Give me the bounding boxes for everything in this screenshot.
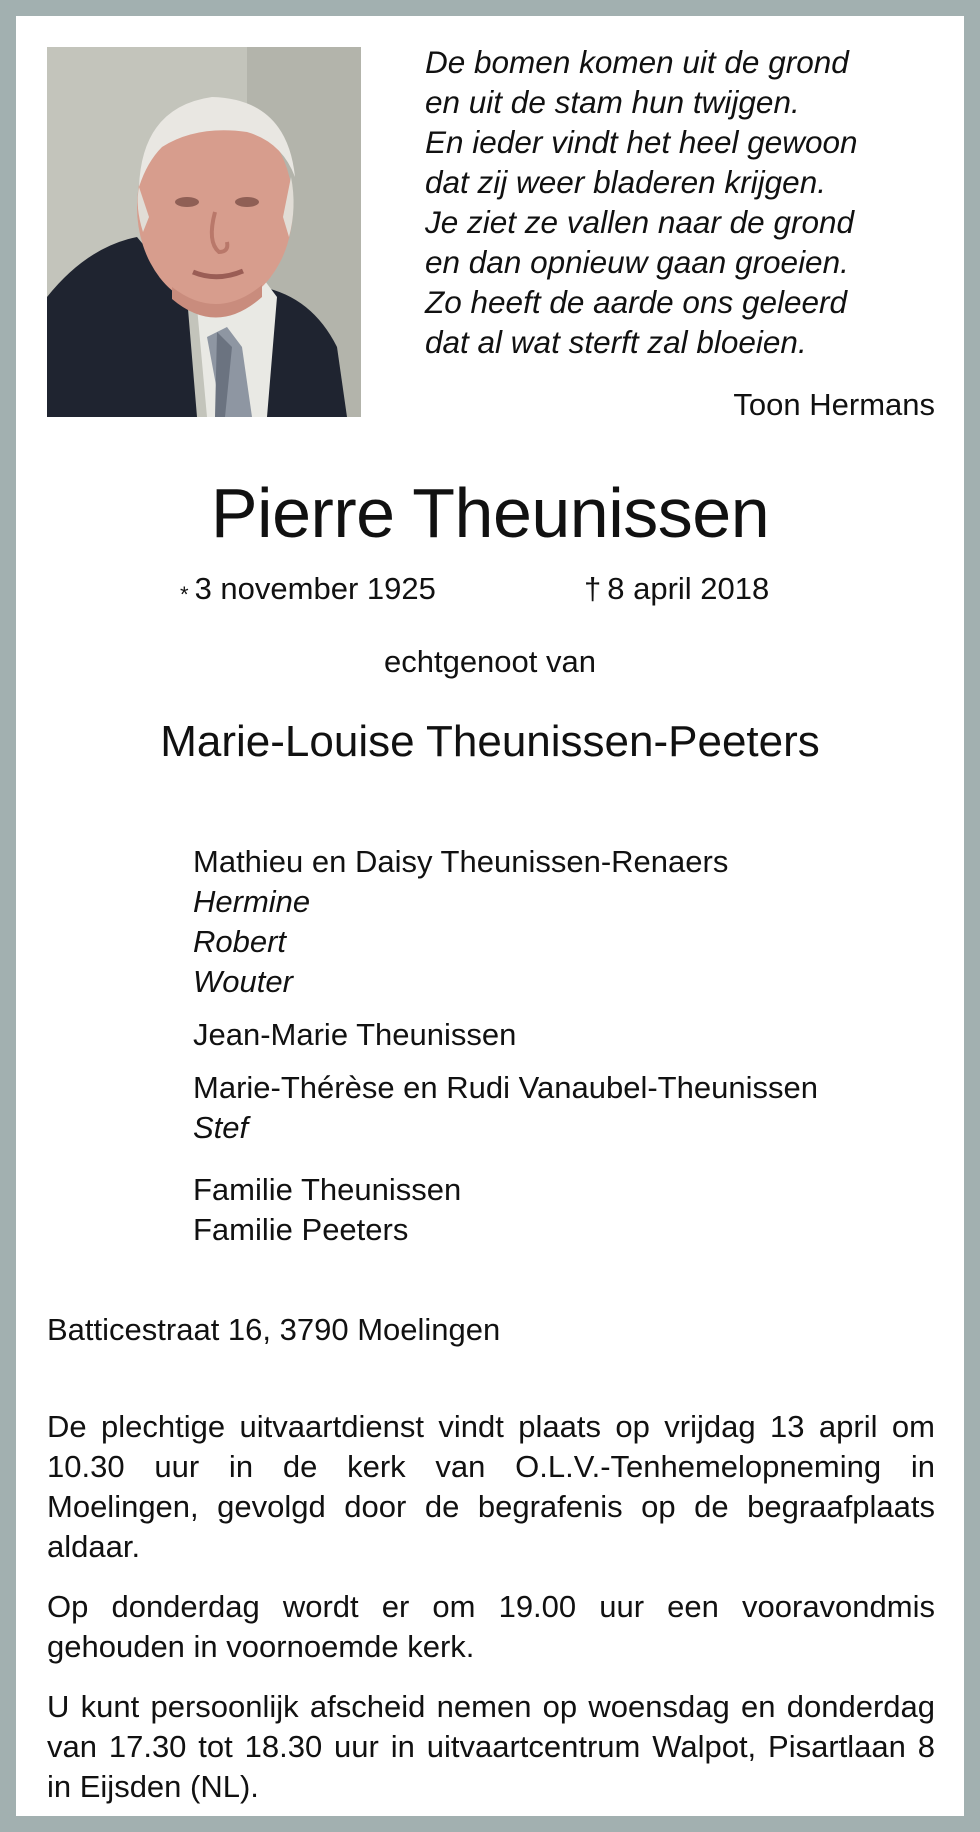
address: Batticestraat 16, 3790 Moelingen bbox=[47, 1312, 501, 1347]
family-child: Hermine bbox=[193, 884, 311, 919]
death-date-line bbox=[584, 569, 769, 609]
family-other: Familie Theunissen bbox=[193, 1172, 462, 1207]
family-group bbox=[193, 1015, 818, 1055]
vigil-mass-paragraph: Op donderdag wordt er om 19.00 uur een vooravondmis gehouden in voornoemde kerk. bbox=[47, 1589, 935, 1664]
family-others bbox=[193, 1170, 818, 1250]
poem-author: Toon Hermans bbox=[733, 387, 935, 422]
birth-mark-icon: * bbox=[180, 582, 189, 607]
portrait-photo-icon bbox=[47, 47, 361, 417]
portrait-photo bbox=[47, 47, 361, 417]
family-list bbox=[193, 842, 818, 1263]
death-date: 8 april 2018 bbox=[607, 571, 770, 606]
birth-date-line bbox=[180, 569, 436, 615]
poem-line: De bomen komen uit de grond bbox=[425, 44, 849, 80]
poem-line: en uit de stam hun twijgen. bbox=[425, 84, 800, 120]
family-child: Robert bbox=[193, 924, 287, 959]
family-other: Familie Peeters bbox=[193, 1212, 409, 1247]
obituary-card bbox=[16, 16, 964, 1816]
deceased-name: Pierre Theunissen bbox=[210, 474, 770, 552]
spouse-intro: echtgenoot van bbox=[383, 644, 596, 679]
family-child: Stef bbox=[193, 1110, 249, 1145]
funeral-service-paragraph: De plechtige uitvaartdienst vindt plaats op vrijdag 13 april om 10.30 uur in de kerk van O.L.V.-Tenhemelopneming in Moelingen, gevolgd door de begrafenis op de begraafplaats aldaar. bbox=[47, 1409, 935, 1564]
family-group bbox=[193, 1068, 818, 1148]
poem-line: Zo heeft de aarde ons geleerd bbox=[425, 284, 848, 320]
poem-line: en dan opnieuw gaan groeien. bbox=[425, 244, 849, 280]
poem-line: Je ziet ze vallen naar de grond bbox=[425, 204, 855, 240]
poem-line: dat zij weer bladeren krijgen. bbox=[425, 164, 826, 200]
spouse-name: Marie-Louise Theunissen-Peeters bbox=[160, 717, 820, 766]
poem-line: dat al wat sterft zal bloeien. bbox=[425, 324, 807, 360]
poem-line: En ieder vindt het heel gewoon bbox=[425, 124, 858, 160]
farewell-paragraph: U kunt persoonlijk afscheid nemen op woensdag en donderdag van 17.30 tot 18.30 uur in uitvaartcentrum Walpot, Pisartlaan 8 in Eijsden (NL). bbox=[47, 1689, 935, 1804]
birth-date: 3 november 1925 bbox=[194, 571, 436, 606]
cross-icon: † bbox=[584, 571, 602, 606]
family-child: Wouter bbox=[193, 964, 293, 999]
family-parent: Mathieu en Daisy Theunissen-Renaers bbox=[193, 844, 729, 879]
family-parent: Marie-Thérèse en Rudi Vanaubel-Theunissen bbox=[193, 1070, 818, 1105]
poem bbox=[425, 42, 945, 362]
family-parent: Jean-Marie Theunissen bbox=[193, 1017, 517, 1052]
family-group bbox=[193, 842, 818, 1002]
